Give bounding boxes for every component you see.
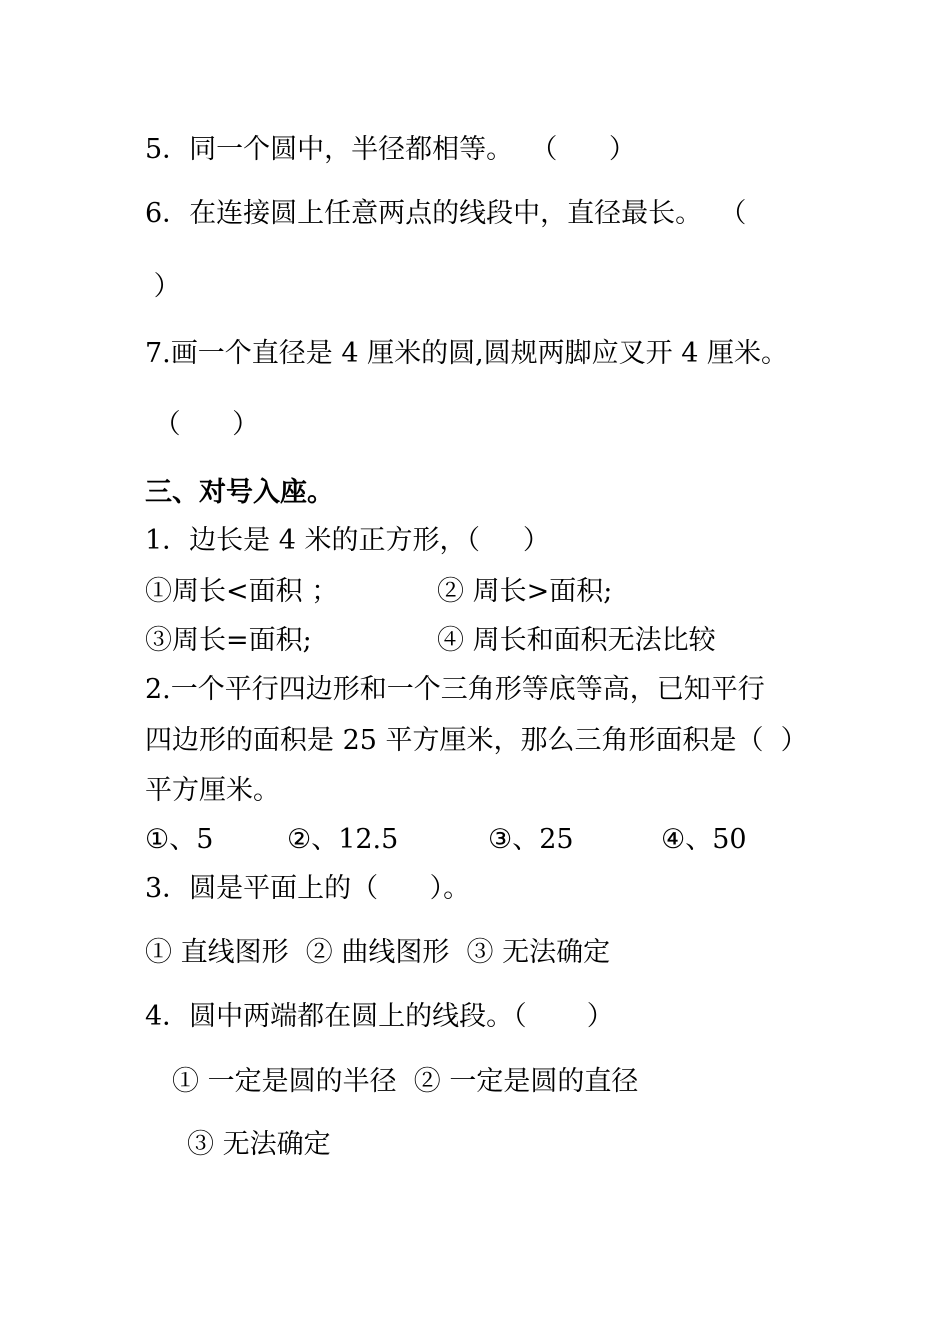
section-3-question-2-line-1: 2.一个平行四边形和一个三角形等底等高，已知平行 (145, 674, 765, 705)
q2-option-1: ①、5 (145, 824, 214, 855)
q1-option-2: ② 周长>面积; (437, 576, 613, 607)
question-6-answer-blank: ） (145, 271, 181, 302)
q4-options-a: ① 一定是圆的半径 ② 一定是圆的直径 (172, 1066, 639, 1097)
question-5: 5．同一个圆中，半径都相等。 （ ） (145, 134, 636, 165)
q2-option-3: ③、25 (488, 824, 574, 855)
q1-option-4: ④ 周长和面积无法比较 (437, 625, 716, 656)
section-3-title: 三、对号入座。 (145, 477, 334, 508)
section-3-question-1: 1．边长是 4 米的正方形，（ ） (145, 525, 550, 556)
q3-options: ① 直线图形 ② 曲线图形 ③ 无法确定 (145, 937, 611, 968)
section-3-question-2-line-3: 平方厘米。 (145, 775, 280, 806)
question-7: 7.画一个直径是 4 厘米的圆,圆规两脚应叉开 4 厘米。 (145, 338, 789, 369)
question-6: 6．在连接圆上任意两点的线段中，直径最长。 （ (145, 198, 747, 229)
q2-option-2: ②、12.5 (287, 824, 399, 855)
section-3-question-3: 3．圆是平面上的（ ）。 (145, 873, 471, 904)
q4-options-b: ③ 无法确定 (187, 1129, 331, 1160)
section-3-question-4: 4．圆中两端都在圆上的线段。（ ） (145, 1001, 614, 1032)
question-7-answer-blank: （ ） (145, 409, 260, 440)
section-3-question-2-line-2: 四边形的面积是 25 平方厘米，那么三角形面积是（ ） (145, 725, 808, 756)
q2-option-4: ④、50 (661, 824, 747, 855)
q1-option-1: ①周长<面积 ； (145, 576, 339, 607)
q1-option-3: ③周长=面积; (145, 625, 312, 656)
